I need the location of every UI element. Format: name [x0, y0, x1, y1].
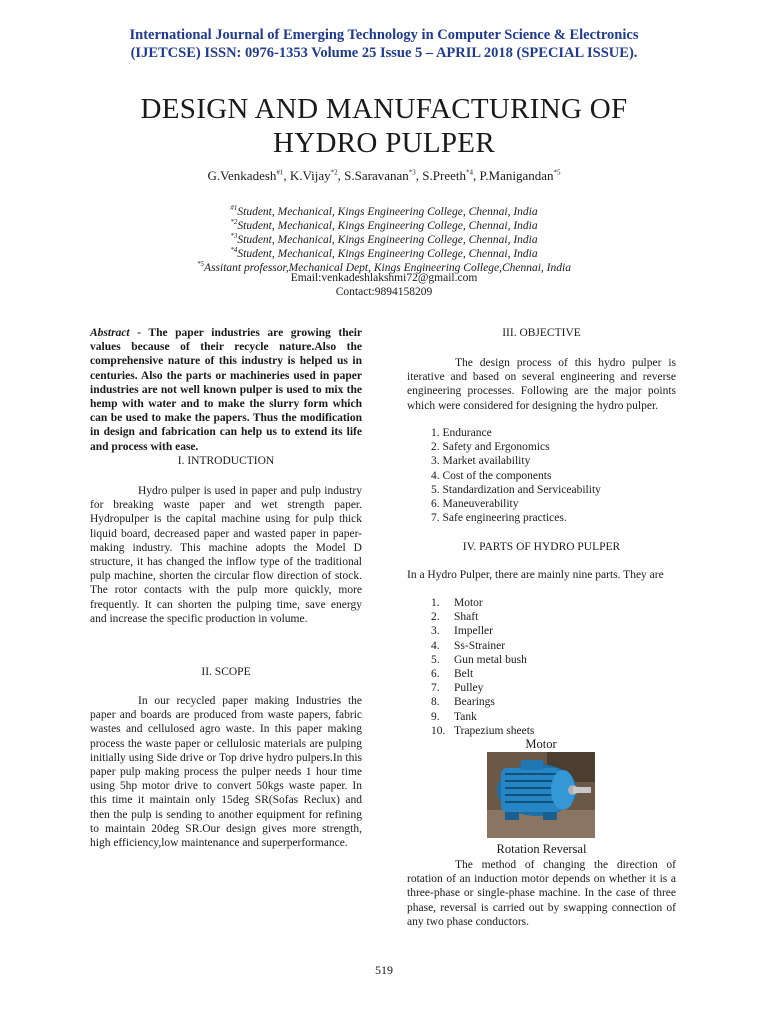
- list-label: Tank: [454, 710, 477, 723]
- figure-caption: Motor: [525, 737, 557, 751]
- abstract-text: - The paper industries are growing their values because of their recycle nature.Also the comprehensive nature of this industry is helped us in centuries. Also the parts or machineries used in paper industries are not well known pulper is used to mix the hemp with water and to make the slurry form which can be used to make the papers. Thus the modification in design and fabrication can help us to extend its life and process with ease.: [90, 327, 362, 453]
- scope-text: In our recycled paper making Industries the paper and boards are produced from waste papers, fabric wastes and cellulosed agro waste. In this paper making process the waste paper or cellulosic materials are pulping initially using Side drive or Top drive hydro pulpers.In this paper pulp making process the pulper needs 1 hour time using 5hp motor drive to convert 50kgs waste paper. In this time it maintain only 15deg SR(Sofas Reclux) and then the pulp is sending to another equipment for refining to maintain 20deg SR.Our design gives more strength, high efficiency,low maintenance and superperformance.: [90, 695, 362, 850]
- list-item: [431, 681, 631, 695]
- list-item: [431, 710, 631, 724]
- list-label: Pulley: [454, 682, 484, 695]
- author-list: G.Venkadesh$^{\#1}$, K.Vijay$^{*2}$, S.Saravanan$^{*3}$, S.Preeth$^{*4}$, P.Manigandan$^{*5}$: [207, 168, 561, 183]
- list-label: Shaft: [454, 611, 479, 624]
- list-item: 2. Safety and Ergonomics: [431, 441, 550, 454]
- paper-title-line2: HYDRO PULPER: [273, 127, 495, 159]
- list-label: Impeller: [454, 625, 493, 638]
- intro-heading: I. INTRODUCTION: [177, 455, 275, 467]
- list-number: 10.: [431, 724, 446, 737]
- page-number: 519: [375, 963, 393, 977]
- list-label: Bearings: [454, 696, 495, 709]
- journal-header-line2: (IJETCSE) ISSN: 0976-1353 Volume 25 Issue 5 – APRIL 2018 (SPECIAL ISSUE).: [130, 45, 638, 61]
- affiliation-mark: *3: [230, 232, 238, 240]
- author-mark: *5: [553, 168, 561, 177]
- intro-text: Hydro pulper is used in paper and pulp industry for breaking waste paper and wet strength paper. Hydropulper is the capital machine using for pulp thick liquid board, decreased paper and wasted paper in paper-making industry. This machine adopts the Model D structure, it has changed the inflow type of the traditional pulp machine, shorten the circular flow direction of stock. The rotor contacts with the pulp more quickly, more frequently. It can shorten the pulping time, save energy and increase the specific production in volume.: [90, 485, 362, 625]
- affiliation-text: Assitant professor,Mechanical Dept, Kings Engineering College,Chennai, India: [204, 261, 571, 274]
- list-number: 1.: [431, 597, 440, 609]
- list-item: [431, 724, 631, 738]
- affiliation-text: Student, Mechanical, Kings Engineering College, Chennai, India: [237, 219, 538, 232]
- email-line: Email:venkadeshlakshmi72@gmail.com: [290, 272, 478, 284]
- affiliation-text: Student, Mechanical, Kings Engineering College, Chennai, India: [237, 247, 538, 260]
- abstract: [90, 326, 362, 454]
- list-label: Motor: [454, 597, 483, 609]
- list-item: [431, 653, 631, 667]
- parts-intro: In a Hydro Pulper, there are mainly nine parts. They are: [407, 569, 664, 581]
- parts-list: [431, 596, 631, 738]
- motor-photo: [487, 752, 595, 838]
- parts-heading: IV. PARTS OF HYDRO PULPER: [462, 541, 621, 553]
- author-name: P.Manigandan: [479, 168, 554, 183]
- affiliation-text: Student, Mechanical, Kings Engineering College, Chennai, India: [237, 233, 538, 246]
- author-name: G.Venkadesh: [207, 168, 277, 183]
- list-item: [431, 624, 631, 638]
- list-item: 6. Maneuverability: [431, 498, 519, 511]
- list-label: Belt: [454, 668, 474, 681]
- list-item: [431, 610, 631, 624]
- objective-text: The design process of this hydro pulper is iterative and based on several engineering and reverse engineering processes. Following are the major points which were considered for designing the hydro pulper.: [407, 357, 676, 412]
- list-item: [431, 639, 631, 653]
- list-number: 4.: [431, 639, 440, 652]
- list-item: 5. Standardization and Serviceability: [431, 483, 601, 496]
- list-label: Gun metal bush: [454, 653, 527, 666]
- list-label: Ss-Strainer: [454, 639, 506, 652]
- list-item: [431, 667, 631, 681]
- list-number: 7.: [431, 682, 440, 695]
- list-item: 3. Market availability: [431, 455, 531, 468]
- objective-heading: III. OBJECTIVE: [502, 327, 581, 339]
- author-name: S.Saravanan: [344, 168, 409, 183]
- affiliation-mark: #1: [230, 204, 238, 212]
- scope-heading: II. SCOPE: [201, 666, 251, 678]
- author-mark: #1: [276, 168, 284, 177]
- affiliation-mark: *5: [197, 260, 205, 268]
- list-item: 7. Safe engineering practices.: [431, 512, 567, 525]
- list-number: 5.: [431, 653, 440, 666]
- author-name: K.Vijay: [289, 168, 331, 183]
- affiliation-mark: *2: [230, 218, 238, 226]
- journal-header-line1: International Journal of Emerging Technology in Computer Science & Electronics: [129, 27, 639, 43]
- list-item: [431, 695, 631, 709]
- author-mark: *3: [408, 168, 416, 177]
- author-name: S.Preeth: [422, 168, 466, 183]
- abstract-label: Abstract: [90, 327, 130, 339]
- list-label: Trapezium sheets: [454, 724, 535, 737]
- affiliation-mark: *4: [230, 246, 238, 254]
- list-number: 6.: [431, 668, 440, 681]
- paper-title: [0, 92, 768, 160]
- motor-icon: [487, 752, 595, 838]
- author-mark: *2: [330, 168, 338, 177]
- author-mark: *4: [466, 168, 473, 177]
- list-number: 2.: [431, 611, 440, 624]
- objective-list: [431, 426, 671, 525]
- list-number: 3.: [431, 625, 440, 638]
- list-number: 9.: [431, 710, 440, 723]
- rotation-text: The method of changing the direction of rotation of an induction motor depends on whether it is a three-phase or single-phase machine. In the case of three phase, reversal is carried out by swapping connection of any two phase conductors.: [407, 859, 676, 928]
- list-item: 1. Endurance: [431, 427, 492, 439]
- paper-title-line1: DESIGN AND MANUFACTURING OF: [140, 93, 628, 125]
- rotation-heading: Rotation Reversal: [496, 842, 587, 856]
- affiliation-text: Student, Mechanical, Kings Engineering College, Chennai, India: [237, 205, 538, 218]
- list-item: 4. Cost of the components: [431, 469, 552, 482]
- list-item: [431, 596, 631, 610]
- contact-line: Contact:9894158209: [335, 286, 433, 298]
- list-number: 8.: [431, 696, 440, 709]
